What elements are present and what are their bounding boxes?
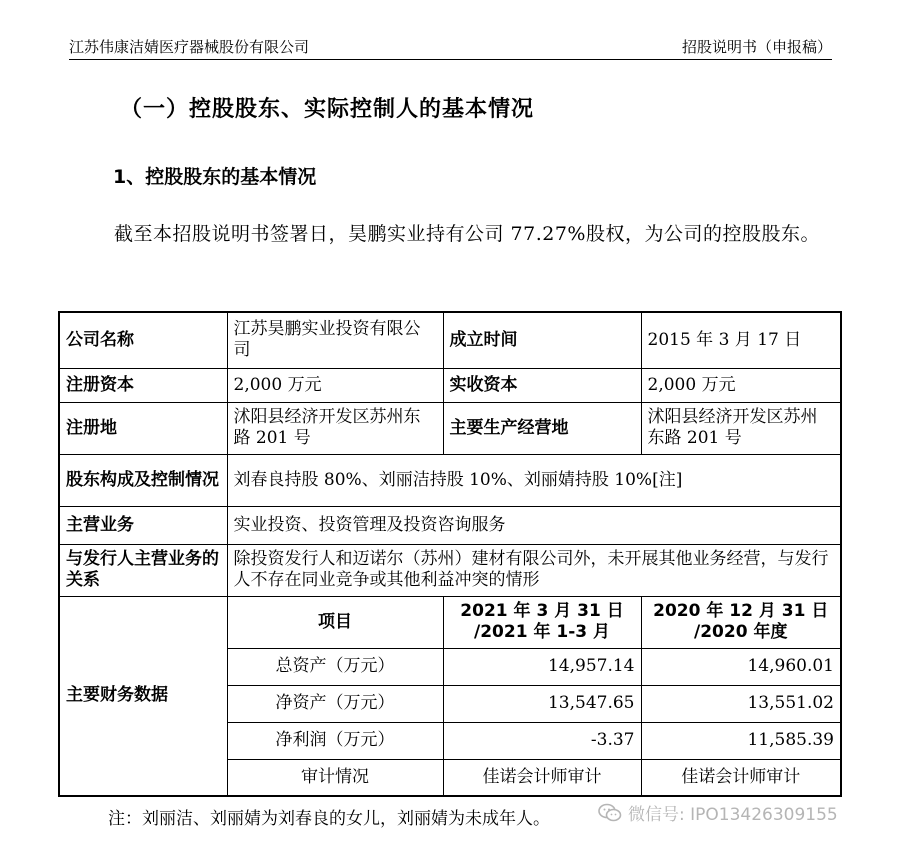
fin-value-2021: 佳诺会计师审计 <box>443 759 641 796</box>
header-company: 江苏伟康洁婧医疗器械股份有限公司 <box>69 38 310 56</box>
fin-item: 净利润（万元） <box>227 722 443 759</box>
table-row <box>59 544 841 596</box>
reg-address-label: 注册地 <box>59 402 227 454</box>
shareholder-label: 股东构成及控制情况 <box>59 454 227 506</box>
established-label: 成立时间 <box>443 312 641 368</box>
table-row <box>59 506 841 544</box>
fin-item: 审计情况 <box>227 759 443 796</box>
fin-value-2020: 11,585.39 <box>641 722 841 759</box>
paid-capital-label: 实收资本 <box>443 368 641 402</box>
table-row <box>59 596 841 648</box>
reg-capital-label: 注册资本 <box>59 368 227 402</box>
company-name-label: 公司名称 <box>59 312 227 368</box>
shareholder-value: 刘春良持股 80%、刘丽洁持股 10%、刘丽婧持股 10%[注] <box>227 454 841 506</box>
reg-address-value: 沭阳县经济开发区苏州东路 201 号 <box>227 402 443 454</box>
table-row <box>59 368 841 402</box>
page-header <box>69 36 832 60</box>
fin-value-2021: -3.37 <box>443 722 641 759</box>
financial-label: 主要财务数据 <box>59 596 227 796</box>
fin-value-2020: 14,960.01 <box>641 648 841 685</box>
fin-value-2020: 佳诺会计师审计 <box>641 759 841 796</box>
reg-capital-value: 2,000 万元 <box>227 368 443 402</box>
subsection-title: 1、控股股东的基本情况 <box>113 166 317 188</box>
relation-label: 与发行人主营业务的关系 <box>59 544 227 596</box>
table-row <box>59 402 841 454</box>
fin-item: 总资产（万元） <box>227 648 443 685</box>
fin-item: 净资产（万元） <box>227 685 443 722</box>
main-site-label: 主要生产经营地 <box>443 402 641 454</box>
header-doc-title: 招股说明书（申报稿） <box>681 38 832 56</box>
fin-col1-header <box>443 596 641 648</box>
established-value: 2015 年 3 月 17 日 <box>641 312 841 368</box>
body-paragraph: 截至本招股说明书签署日，昊鹏实业持有公司 77.27%股权，为公司的控股股东。 <box>114 223 820 245</box>
paid-capital-value: 2,000 万元 <box>641 368 841 402</box>
fin-item-header: 项目 <box>227 596 443 648</box>
fin-col1-header-line2: /2021 年 1-3 月 <box>474 622 610 642</box>
fin-value-2020: 13,551.02 <box>641 685 841 722</box>
business-value: 实业投资、投资管理及投资咨询服务 <box>227 506 841 544</box>
wechat-icon <box>598 803 622 823</box>
fin-value-2021: 13,547.65 <box>443 685 641 722</box>
section-title: （一）控股股东、实际控制人的基本情况 <box>120 97 535 122</box>
shareholder-info-table <box>58 311 842 797</box>
fin-col1-header-line1: 2021 年 3 月 31 日 <box>460 601 624 621</box>
business-label: 主营业务 <box>59 506 227 544</box>
watermark <box>598 800 838 825</box>
fin-value-2021: 14,957.14 <box>443 648 641 685</box>
footnote: 注：刘丽洁、刘丽婧为刘春良的女儿，刘丽婧为未成年人。 <box>108 809 550 829</box>
table-row <box>59 454 841 506</box>
table-row <box>59 312 841 368</box>
fin-col2-header <box>641 596 841 648</box>
main-site-value: 沭阳县经济开发区苏州东路 201 号 <box>641 402 841 454</box>
relation-value: 除投资发行人和迈诺尔（苏州）建材有限公司外，未开展其他业务经营，与发行人不存在同业竞争或其他利益冲突的情形 <box>227 544 841 596</box>
fin-col2-header-line2: /2020 年度 <box>694 622 788 642</box>
fin-col2-header-line1: 2020 年 12 月 31 日 <box>653 601 829 621</box>
company-name-value: 江苏昊鹏实业投资有限公司 <box>227 312 443 368</box>
watermark-text: 微信号: IPO13426309155 <box>628 805 838 825</box>
